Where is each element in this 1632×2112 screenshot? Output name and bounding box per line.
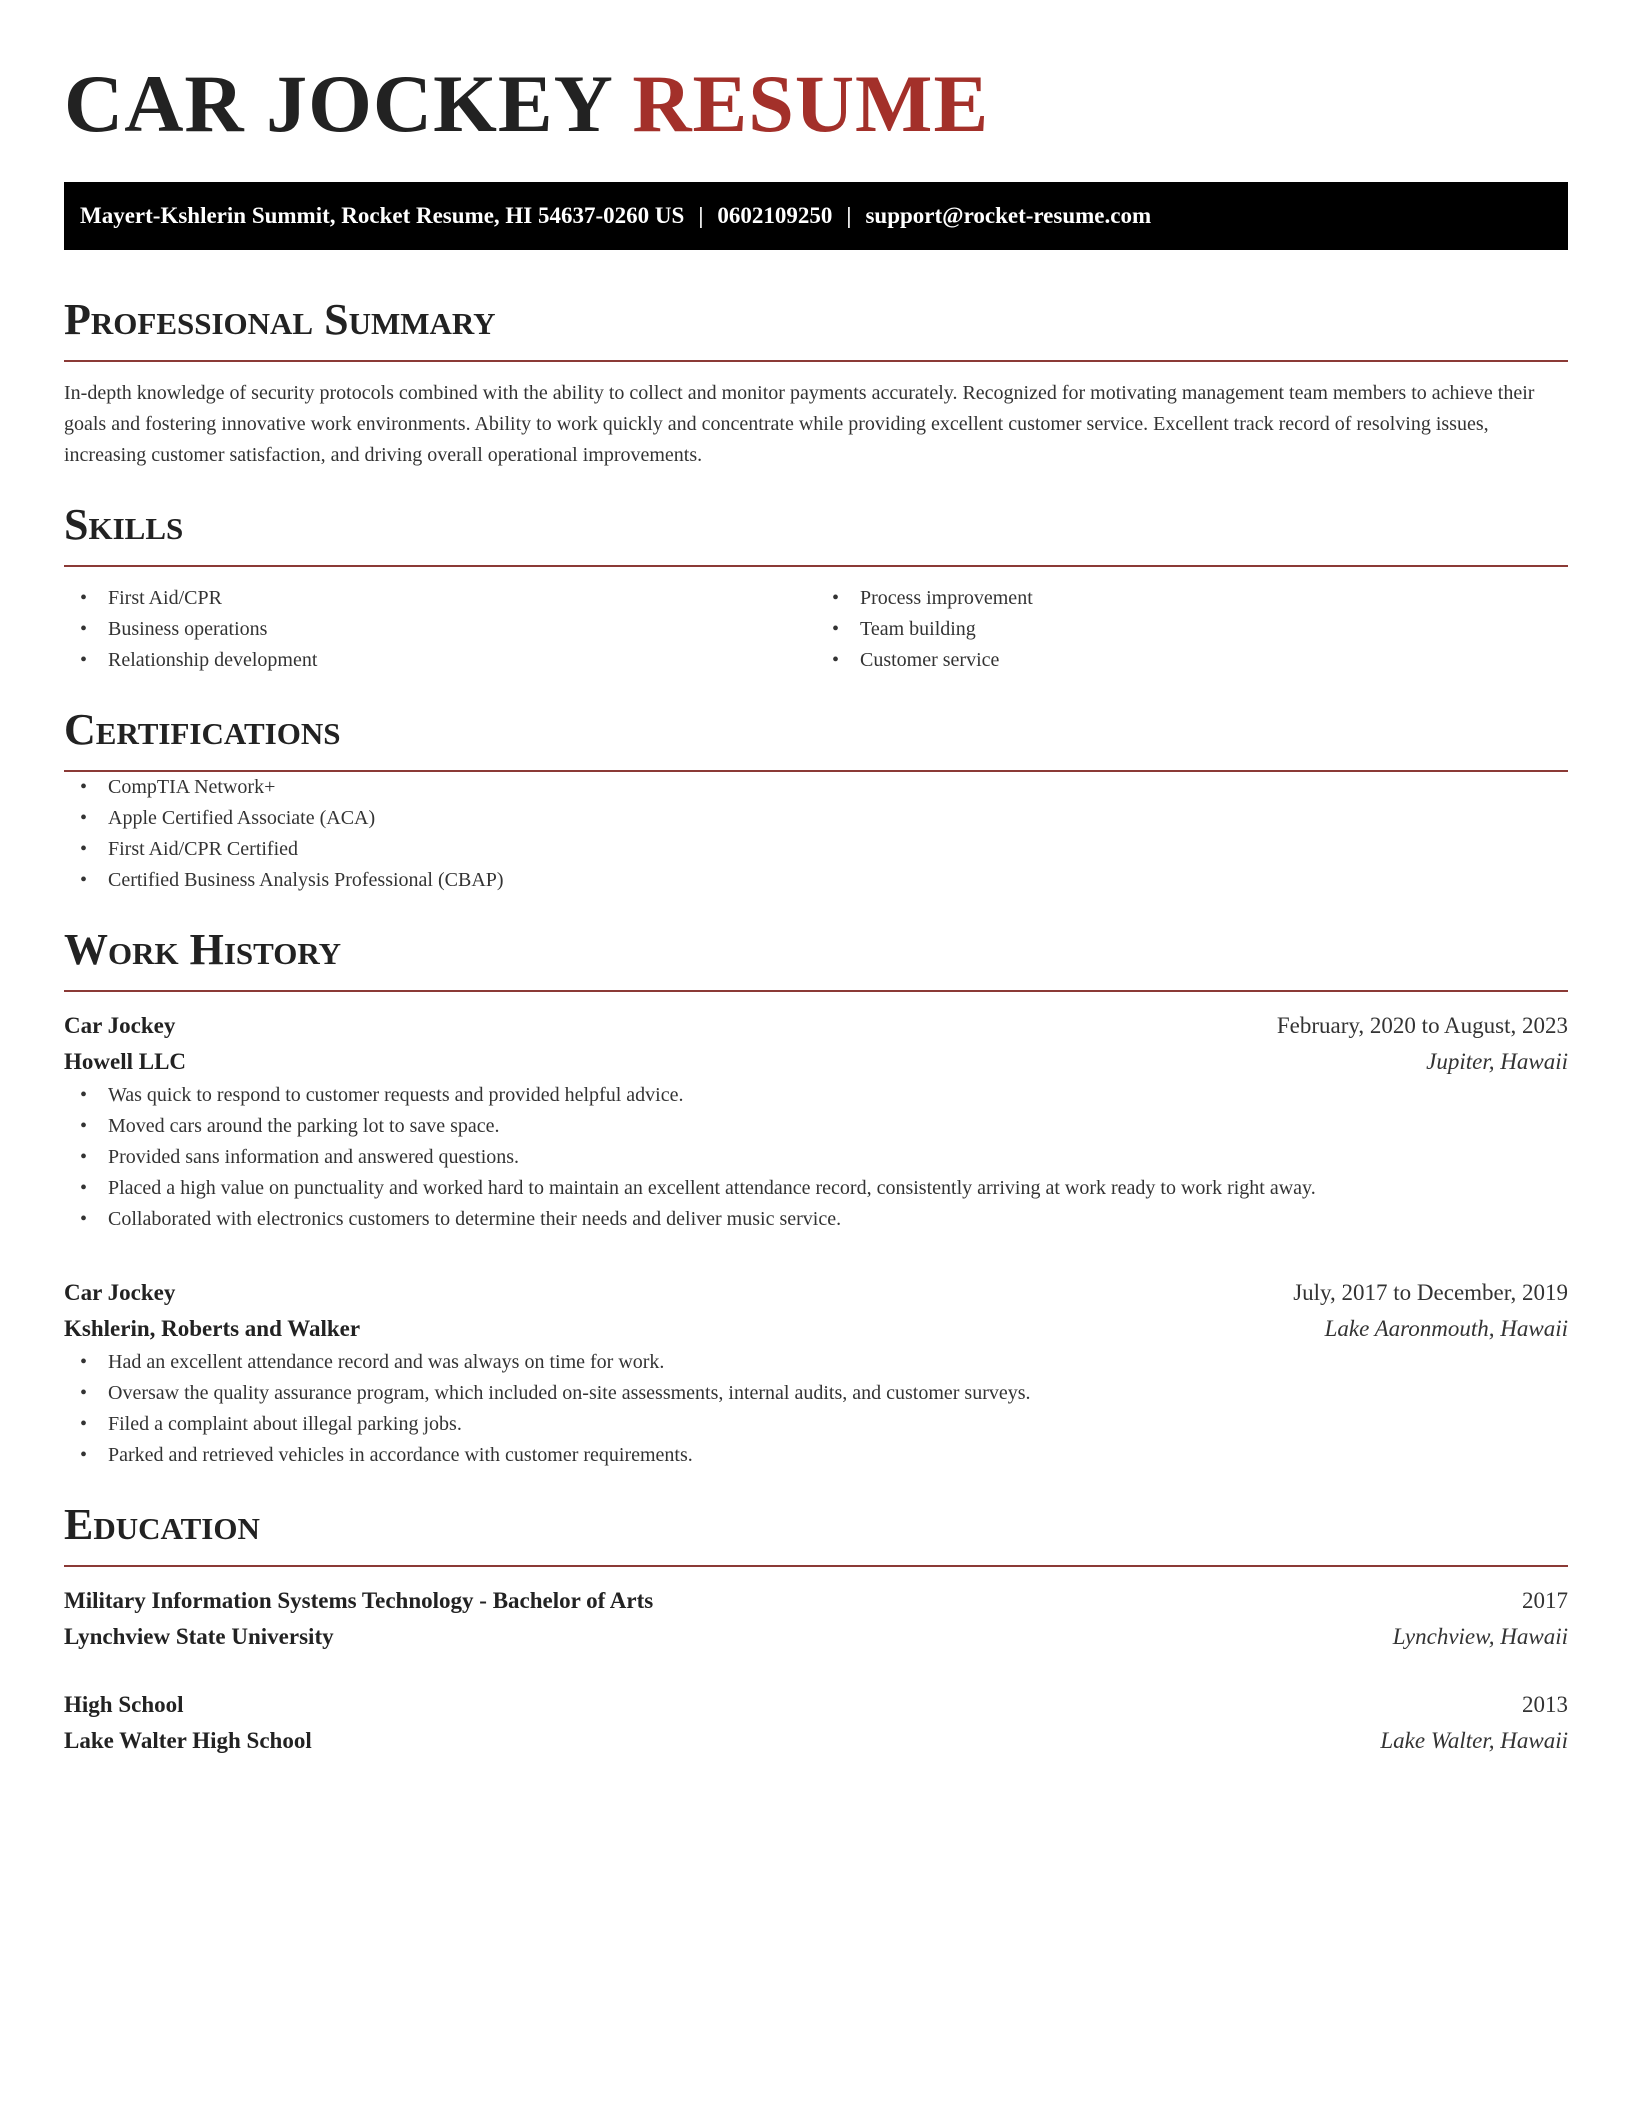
skill-item: • Relationship development (64, 645, 816, 676)
skill-item: • Team building (816, 614, 1568, 645)
job-company: Kshlerin, Roberts and Walker (64, 1316, 361, 1341)
section-divider (64, 1565, 1568, 1567)
job-duty-item: • Placed a high value on punctuality and worked hard to maintain an excellent attendance record, consistently arriving at work ready to work right away. (64, 1173, 1568, 1204)
job-duties-list (64, 1347, 1568, 1471)
contact-bar (64, 182, 1568, 250)
education-school: Lake Walter High School (64, 1728, 312, 1753)
certifications-section (64, 704, 1568, 896)
skill-item: • First Aid/CPR (64, 583, 816, 614)
education-year: 2017 (1522, 1588, 1568, 1613)
section-divider (64, 360, 1568, 362)
certification-item: • First Aid/CPR Certified (64, 834, 1568, 865)
job-duty-item: • Collaborated with electronics customers to determine their needs and deliver music service. (64, 1204, 1568, 1235)
certification-item: • Certified Business Analysis Professional (CBAP) (64, 865, 1568, 896)
skills-grid (64, 583, 1568, 676)
job-entry (64, 1008, 1568, 1235)
job-duties-list (64, 1080, 1568, 1235)
contact-email: support@rocket-resume.com (865, 203, 1152, 228)
job-dates: February, 2020 to August, 2023 (1276, 1013, 1568, 1038)
section-divider (64, 565, 1568, 567)
job-duty-item: • Oversaw the quality assurance program, which included on-site assessments, internal audits, and customer surveys. (64, 1378, 1568, 1409)
contact-phone: 0602109250 (717, 203, 833, 228)
skills-column-left (64, 583, 816, 676)
title-main: CAR JOCKEY (64, 58, 611, 149)
skill-item: • Customer service (816, 645, 1568, 676)
education-degree: High School (64, 1692, 184, 1717)
contact-separator: | (846, 203, 852, 228)
education-degree-row (64, 1687, 1568, 1723)
education-heading: Education (64, 1500, 260, 1549)
job-company-row (64, 1044, 1568, 1080)
job-duty-item: • Was quick to respond to customer requests and provided helpful advice. (64, 1080, 1568, 1111)
skill-item: • Process improvement (816, 583, 1568, 614)
work-history-heading: Work History (64, 925, 342, 974)
job-location: Lake Aaronmouth, Hawaii (1324, 1316, 1568, 1341)
job-entry (64, 1275, 1568, 1471)
job-duty-item: • Parked and retrieved vehicles in accordance with customer requirements. (64, 1440, 1568, 1471)
job-company: Howell LLC (64, 1049, 187, 1074)
title-accent: RESUME (632, 58, 990, 149)
contact-address: Mayert-Kshlerin Summit, Rocket Resume, HI 54637-0260 US (80, 203, 685, 228)
work-history-section (64, 924, 1568, 1471)
skills-list-left (64, 583, 816, 676)
education-section (64, 1499, 1568, 1759)
education-degree-row (64, 1583, 1568, 1619)
job-title: Car Jockey (64, 1013, 176, 1038)
summary-section (64, 294, 1568, 471)
job-title: Car Jockey (64, 1280, 176, 1305)
skills-section (64, 499, 1568, 676)
job-duty-item: • Had an excellent attendance record and was always on time for work. (64, 1347, 1568, 1378)
education-location: Lake Walter, Hawaii (1380, 1728, 1568, 1753)
certification-item: • Apple Certified Associate (ACA) (64, 803, 1568, 834)
education-school: Lynchview State University (64, 1624, 334, 1649)
job-duty-item: • Provided sans information and answered questions. (64, 1142, 1568, 1173)
skills-heading: Skills (64, 500, 184, 549)
job-duty-item: • Moved cars around the parking lot to save space. (64, 1111, 1568, 1142)
education-school-row (64, 1619, 1568, 1655)
section-divider (64, 990, 1568, 992)
education-location: Lynchview, Hawaii (1392, 1624, 1568, 1649)
certifications-list (64, 772, 1568, 896)
certification-item: • CompTIA Network+ (64, 772, 1568, 803)
skill-item: • Business operations (64, 614, 816, 645)
certifications-heading: Certifications (64, 705, 341, 754)
education-degree: Military Information Systems Technology - Bachelor of Arts (64, 1588, 654, 1613)
education-school-row (64, 1723, 1568, 1759)
job-title-row (64, 1275, 1568, 1311)
contact-separator: | (698, 203, 704, 228)
job-company-row (64, 1311, 1568, 1347)
job-dates: July, 2017 to December, 2019 (1293, 1280, 1568, 1305)
skills-list-right (816, 583, 1568, 676)
education-year: 2013 (1522, 1692, 1568, 1717)
education-entry (64, 1583, 1568, 1655)
skills-column-right (816, 583, 1568, 676)
summary-heading: Professional Summary (64, 295, 496, 344)
education-entry (64, 1687, 1568, 1759)
job-title-row (64, 1008, 1568, 1044)
resume-title (64, 56, 1568, 152)
job-duty-item: • Filed a complaint about illegal parking jobs. (64, 1409, 1568, 1440)
job-location: Jupiter, Hawaii (1426, 1049, 1568, 1074)
summary-text: In-depth knowledge of security protocols combined with the ability to collect and monitor payments accurately. Recognized for motivating management team members to achieve their goals and fostering innovative work environments. Ability to work quickly and concentrate while providing excellent customer service. Excellent track record of resolving issues, increasing customer satisfaction, and driving overall operational improvements. (64, 382, 1535, 466)
